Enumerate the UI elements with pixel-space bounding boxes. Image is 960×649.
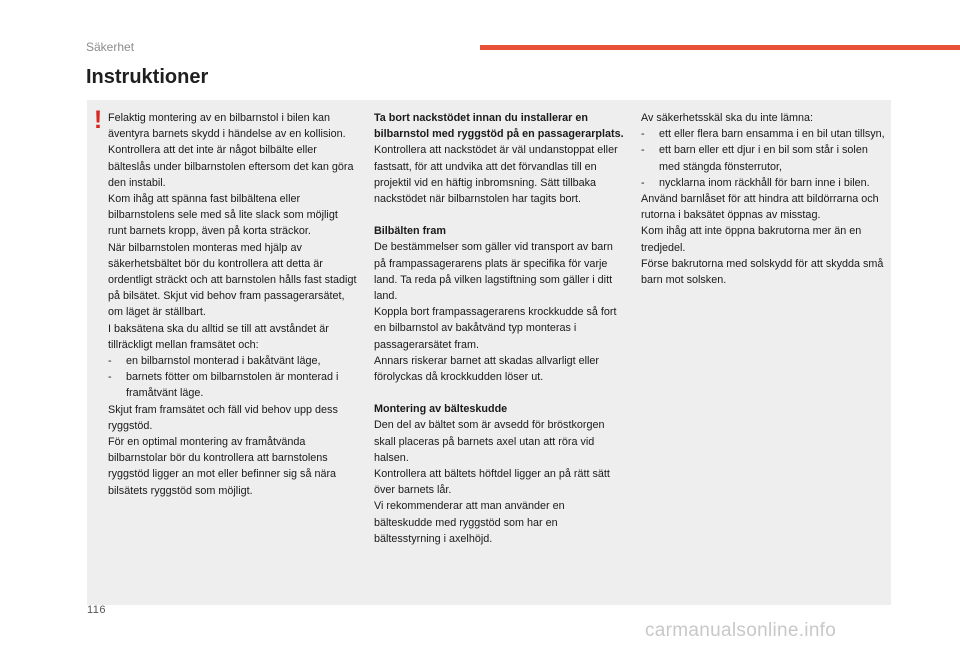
- section-accent-bar: [480, 45, 960, 50]
- column-safety-tips: [641, 110, 891, 288]
- bullet-dash: -: [641, 176, 645, 189]
- list-item: [641, 126, 891, 142]
- paragraph: I baksätena ska du alltid se till att avståndet är tillräckligt mellan framsätet och:: [108, 322, 329, 351]
- paragraph: Förse bakrutorna med solskydd för att skydda små barn mot solsken.: [641, 257, 884, 287]
- warning-icon: !: [93, 106, 103, 134]
- paragraph: Kontrollera att det inte är något bilbälte eller bälteslås under bilbarnstolen eftersom det kan göra den instabil.: [108, 144, 354, 189]
- section-headrest: [374, 110, 624, 207]
- paragraph: När bilbarnstolen monteras med hjälp av säkerhetsbältet bör du kontrollera att detta är ordentligt sträckt och att barnstolen hålls fast stadigt på bilsätet. Skjut vid behov fram passagerarsätet, om läget är ställbart.: [108, 241, 357, 319]
- bullet-text: en bilbarnstol monterad i bakåtvänt läge,: [126, 355, 321, 368]
- list-item: [641, 175, 891, 191]
- watermark: carmanualsonline.info: [645, 620, 837, 641]
- paragraph: De bestämmelser som gäller vid transport av barn på frampassagerarens plats är specifika för varje land. Ta reda på vilken lagstiftning som gäller i ditt land.: [374, 241, 613, 303]
- paragraph: För en optimal montering av framåtvända bilbarnstolar bör du kontrollera att barnstolens ryggstöd ligger an mot eller befinner sig så nära bilsätets ryggstöd som möjligt.: [108, 436, 337, 497]
- bullet-text: nycklarna inom räckhåll för barn inne i bilen.: [659, 176, 870, 189]
- bullet-text: ett barn eller ett djur i en bil som står i solen med stängda fönsterrutor,: [659, 144, 868, 173]
- list-item: [108, 353, 358, 369]
- paragraph: Använd barnlåset för att hindra att bildörrarna och rutorna i baksätet öppnas av misstag.: [641, 193, 879, 222]
- column-headrest-seatbelts: [374, 110, 624, 563]
- paragraph: Vi rekommenderar att man använder en bälteskudde med ryggstöd som har en bältesstyrning i axelhöjd.: [374, 500, 565, 545]
- paragraph: Av säkerhetsskäl ska du inte lämna:: [641, 112, 814, 124]
- section-heading: Bilbälten fram: [374, 225, 446, 238]
- section-label: Säkerhet: [86, 40, 135, 54]
- paragraph: Kontrollera att bältets höftdel ligger an på rätt sätt över barnets lår.: [374, 468, 610, 497]
- bullet-text: barnets fötter om bilbarnstolen är monterad i framåtvänt läge.: [126, 371, 339, 400]
- paragraph: Annars riskerar barnet att skadas allvarligt eller förolyckas då krockkudden löser ut.: [374, 354, 600, 384]
- bullet-dash: -: [108, 371, 112, 384]
- section-booster-cushion: [374, 401, 624, 547]
- paragraph: Den del av bältet som är avsedd för bröstkorgen skall placeras på barnets axel utan att röra vid halsen.: [374, 419, 605, 464]
- paragraph: Skjut fram framsätet och fäll vid behov upp dess ryggstöd.: [108, 403, 338, 432]
- bullet-text: ett eller flera barn ensamma i en bil utan tillsyn,: [659, 128, 885, 141]
- paragraph: Koppla bort frampassagerarens krockkudde så fort en bilbarnstol av bakåtvänd typ monteras i passagerarsätet fram.: [374, 306, 617, 351]
- bullet-dash: -: [641, 128, 645, 141]
- paragraph: Kom ihåg att inte öppna bakrutorna mer än en tredjedel.: [641, 225, 862, 254]
- section-heading: Ta bort nackstödet innan du installerar en bilbarnstol med ryggstöd på en passagerarplats.: [374, 112, 624, 141]
- list-item: [641, 142, 891, 174]
- column-warnings: [108, 110, 358, 499]
- section-heading: Montering av bälteskudde: [374, 403, 508, 416]
- section-front-seatbelts: [374, 223, 624, 385]
- bullet-dash: -: [641, 144, 645, 157]
- paragraph: Kontrollera att nackstödet är väl undanstoppat eller fastsatt, för att undvika att det förvandlas till en projektil vid en häftig inbromsning. Sätt tillbaka nackstödet när bilbarnstolen har tagits bort.: [374, 144, 618, 206]
- paragraph: Felaktig montering av en bilbarnstol i bilen kan äventyra barnets skydd i händelse av en kollision.: [108, 112, 346, 141]
- paragraph: Kom ihåg att spänna fast bilbältena eller bilbarnstolens sele med så lite slack som möjligt runt barnets kropp, även på korta sträckor.: [108, 193, 338, 238]
- page-number: 116: [87, 604, 107, 616]
- list-item: [108, 369, 358, 401]
- bullet-dash: -: [108, 355, 112, 368]
- page-title: Instruktioner: [86, 66, 209, 88]
